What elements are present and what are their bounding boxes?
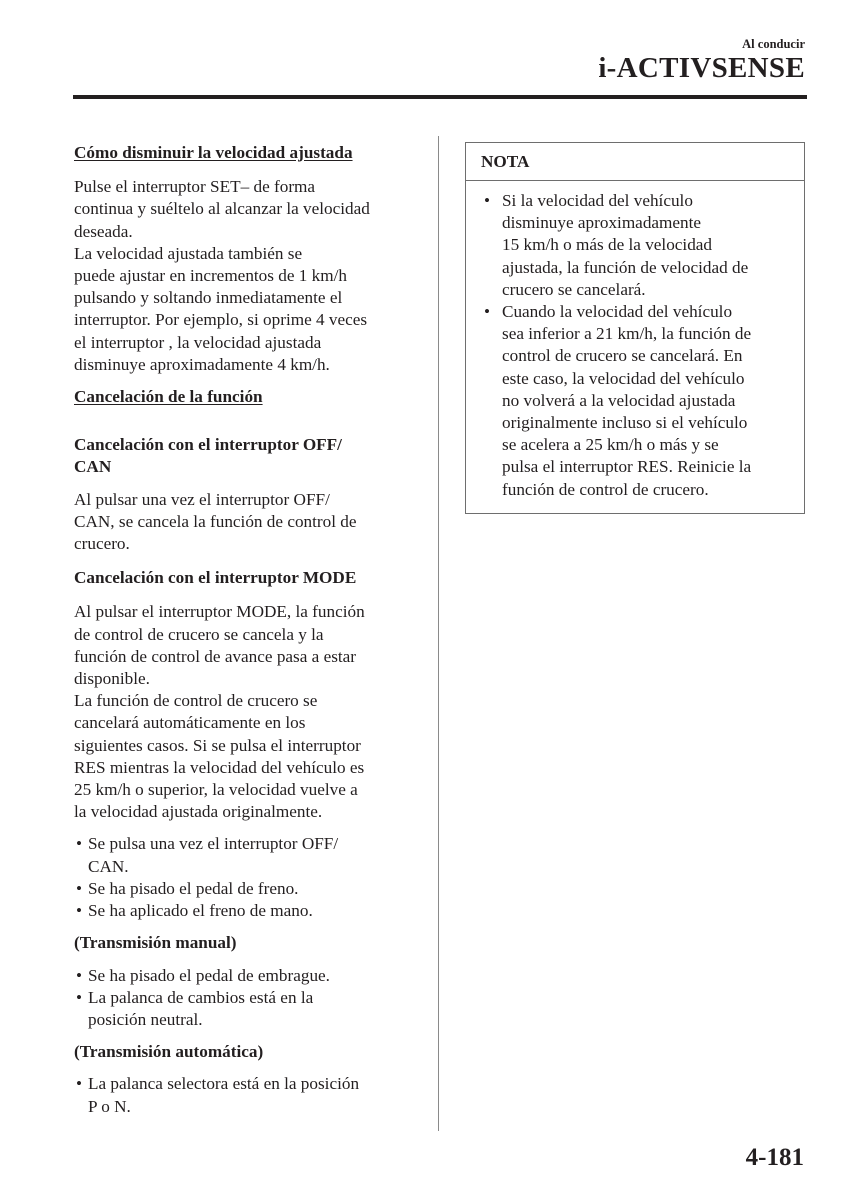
list-item-text: Se ha aplicado el freno de mano. <box>88 901 313 921</box>
heading-automatic-transmission: (Transmisión automática) <box>74 1042 264 1062</box>
note-item <box>484 301 794 501</box>
bullet-icon: • <box>484 191 491 210</box>
note-body <box>466 181 804 501</box>
list-item <box>74 965 424 987</box>
heading-manual-transmission: (Transmisión manual) <box>74 933 237 953</box>
note-item-text: Cuando la velocidad del vehículo sea inferior a 21 km/h, la función de control de crucero se cancelará. En este caso, la velocidad del vehículo no volverá a la velocidad ajustada originalmente incluso si el vehículo se acelera a 25 km/h o más y se pulsa el interruptor RES. Reinicie la función de control de crucero. <box>502 302 752 499</box>
paragraph-cancel-mode: Al pulsar el interruptor MODE, la función de control de crucero se cancela y la función de control de avance pasa a estar disponible. La función de control de crucero se cancelará automáticamente en los siguientes casos. Si se pulsa el interruptor RES mientras la velocidad del vehículo es 25 km/h o superior, la velocidad vuelve a la velocidad ajustada originalmente. <box>74 602 365 822</box>
note-box <box>465 142 805 514</box>
list-manual <box>74 965 424 1032</box>
paragraph-decrease-speed: Pulse el interruptor SET– de forma continua y suéltelo al alcanzar la velocidad deseada. La velocidad ajustada también se puede ajustar en incrementos de 1 km/h pulsando y soltando inmediatamente el interruptor. Por ejemplo, si oprime 4 veces el interruptor , la velocidad ajustada disminuye aproximadamente 4 km/h. <box>74 177 370 374</box>
bullet-icon: • <box>76 878 83 898</box>
bullet-icon: • <box>76 987 83 1007</box>
list-item <box>74 833 424 877</box>
note-item-text: Si la velocidad del vehículo disminuye aproximadamente 15 km/h o más de la velocidad ajustada, la función de velocidad de crucero se cancelará. <box>502 191 749 299</box>
page-number: 4-181 <box>745 1144 804 1171</box>
bullet-icon: • <box>484 302 491 322</box>
bullet-icon: • <box>76 965 83 985</box>
header-rule <box>73 95 807 99</box>
bullet-icon: • <box>76 834 83 854</box>
note-item <box>484 190 794 301</box>
bullet-icon: • <box>76 1074 83 1094</box>
note-title: NOTA <box>466 143 804 181</box>
list-item <box>74 1073 424 1117</box>
column-divider <box>438 136 439 1131</box>
list-automatic <box>74 1073 424 1117</box>
list-item-text: La palanca selectora está en la posición P o N. <box>88 1074 360 1116</box>
list-item <box>74 987 424 1031</box>
left-column <box>74 142 424 1118</box>
heading-decrease-speed: Cómo disminuir la velocidad ajustada <box>74 143 353 162</box>
heading-cancel-off-can: Cancelación con el interruptor OFF/ CAN <box>74 435 342 477</box>
heading-cancel-function: Cancelación de la función <box>74 387 263 407</box>
heading-cancel-mode: Cancelación con el interruptor MODE <box>74 568 357 588</box>
list-item <box>74 900 424 922</box>
list-general-cancel <box>74 833 424 922</box>
list-item-text: Se ha pisado el pedal de freno. <box>88 878 299 898</box>
page-title: i-ACTIVSENSE <box>598 52 805 84</box>
bullet-icon: • <box>76 901 83 921</box>
list-item-text: Se pulsa una vez el interruptor OFF/ CAN. <box>88 834 339 876</box>
list-item-text: Se ha pisado el pedal de embrague. <box>88 965 330 985</box>
paragraph-cancel-off-can: Al pulsar una vez el interruptor OFF/ CAN, se cancela la función de control de crucero. <box>74 489 357 554</box>
list-item-text: La palanca de cambios está en la posición neutral. <box>88 987 314 1029</box>
list-item <box>74 878 424 900</box>
section-label: Al conducir <box>742 37 805 51</box>
